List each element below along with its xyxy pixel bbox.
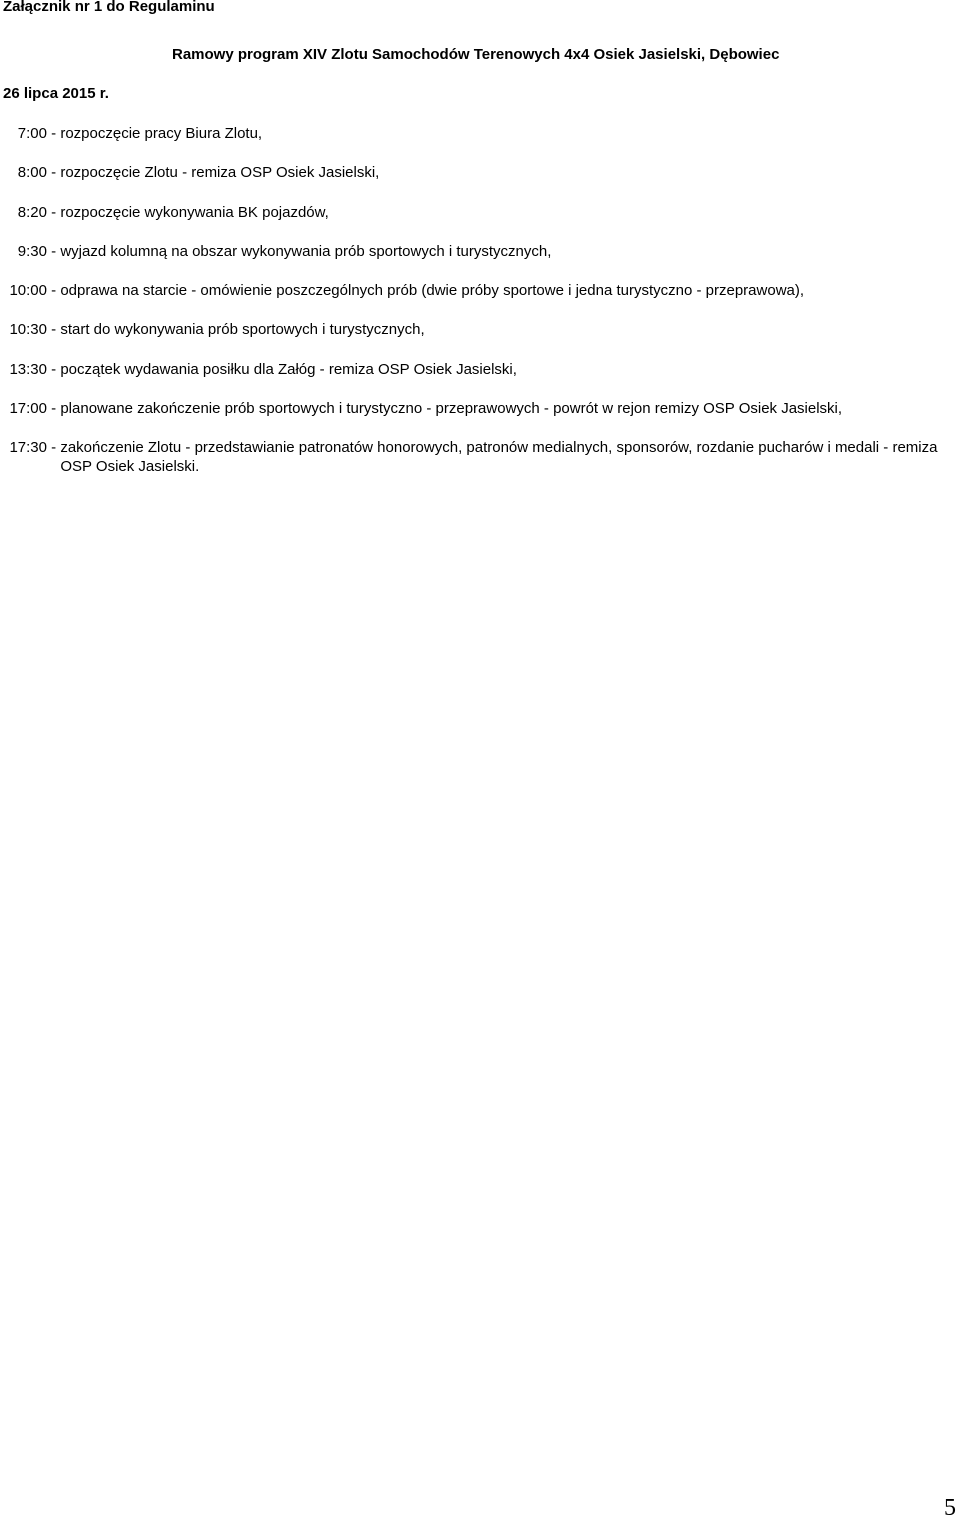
schedule-item <box>3 242 958 261</box>
schedule-description: odprawa na starcie - omówienie poszczególnych prób (dwie próby sportowe i jedna turystyczno - przeprawowa), <box>60 282 805 299</box>
page-number: 5 <box>944 1495 956 1521</box>
schedule-description: planowane zakończenie prób sportowych i turystyczno - przeprawowych - powrót w rejon remizy OSP Osiek Jasielski, <box>60 400 843 417</box>
schedule-item <box>3 163 958 182</box>
schedule-time: 10:30 <box>9 321 47 338</box>
annex-heading: Załącznik nr 1 do Regulaminu <box>3 0 215 15</box>
schedule-time: 17:30 <box>9 439 47 456</box>
schedule-time: 9:30 <box>17 243 47 260</box>
schedule-time: 13:30 <box>9 361 47 378</box>
schedule-time: 8:20 <box>17 204 47 221</box>
schedule-item <box>3 320 958 339</box>
schedule-item <box>3 438 958 476</box>
separator: - <box>47 361 61 378</box>
schedule-description: rozpoczęcie Zlotu - remiza OSP Osiek Jasielski, <box>60 164 380 181</box>
separator: - <box>47 400 61 417</box>
schedule-description: start do wykonywania prób sportowych i turystycznych, <box>60 321 425 338</box>
schedule-time: 8:00 <box>17 164 47 181</box>
schedule-item <box>3 281 958 300</box>
separator: - <box>47 243 61 260</box>
schedule-description: rozpoczęcie wykonywania BK pojazdów, <box>60 204 329 221</box>
schedule-description: wyjazd kolumną na obszar wykonywania prób sportowych i turystycznych, <box>60 243 552 260</box>
separator: - <box>47 164 61 181</box>
document-title: Ramowy program XIV Zlotu Samochodów Terenowych 4x4 Osiek Jasielski, Dębowiec <box>172 46 780 63</box>
separator: - <box>47 125 61 142</box>
schedule-item <box>3 399 958 418</box>
schedule-time: 17:00 <box>9 400 47 417</box>
schedule-item <box>3 124 958 143</box>
schedule-time: 7:00 <box>17 125 47 142</box>
separator: - <box>47 321 61 338</box>
schedule-time: 10:00 <box>9 282 47 299</box>
schedule-item <box>3 360 958 379</box>
schedule-item <box>3 203 958 222</box>
separator: - <box>47 204 61 221</box>
event-date: 26 lipca 2015 r. <box>3 85 109 102</box>
schedule-description: rozpoczęcie pracy Biura Zlotu, <box>60 125 263 142</box>
schedule-description: zakończenie Zlotu - przedstawianie patronatów honorowych, patronów medialnych, sponsorów, rozdanie pucharów i medali - remiza OSP Osiek Jasielski. <box>60 439 938 475</box>
separator: - <box>47 439 61 456</box>
separator: - <box>47 282 61 299</box>
schedule-description: początek wydawania posiłku dla Załóg - remiza OSP Osiek Jasielski, <box>60 361 517 378</box>
